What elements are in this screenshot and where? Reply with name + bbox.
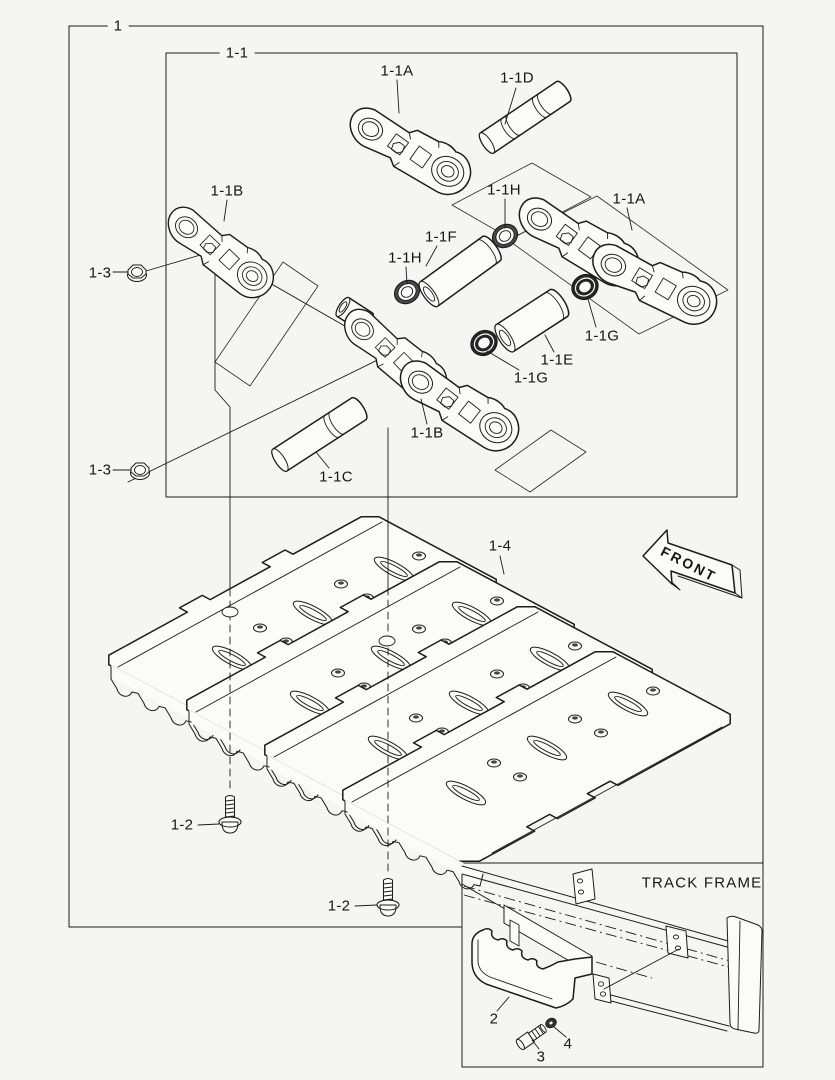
pin-1-1c (269, 395, 370, 473)
front-arrow-label: FRONT (658, 543, 720, 585)
callout-1-1h-left: 1-1H (388, 249, 422, 267)
callout-1-1c: 1-1C (319, 468, 353, 486)
callout-2: 2 (489, 1010, 499, 1028)
callout-3: 3 (536, 1048, 546, 1066)
bolt-3 (515, 1022, 548, 1050)
callout-1-1g-left: 1-1G (513, 369, 549, 387)
callout-1-1f: 1-1F (424, 228, 458, 246)
callout-1-1a-right: 1-1A (612, 190, 646, 208)
callout-1-1b-center: 1-1B (410, 424, 444, 442)
callout-1-1: 1-1 (220, 45, 255, 62)
callout-1-1a-top: 1-1A (380, 62, 414, 80)
inset-title: TRACK FRAME (641, 874, 763, 892)
callout-4: 4 (563, 1035, 573, 1053)
callout-1: 1 (108, 18, 129, 35)
track-shoe-stack (109, 517, 730, 889)
callout-1-1d: 1-1D (500, 69, 534, 87)
callout-1-3-lower: 1-3 (88, 461, 112, 479)
bushing-1-1e (491, 287, 572, 355)
nut-1-3-upper (128, 265, 147, 282)
callout-1-1h-right: 1-1H (487, 181, 521, 199)
link-1-1b-left (157, 198, 283, 306)
bolt-1-2-upper (219, 796, 241, 834)
callout-1-2-upper: 1-2 (170, 816, 194, 834)
washer-4 (544, 1016, 558, 1029)
pin-1-1d (477, 79, 574, 155)
link-1-1a-top (340, 99, 479, 203)
callout-1-1g-right: 1-1G (584, 327, 620, 345)
bolt-1-2-lower (377, 879, 399, 917)
callout-1-2-lower: 1-2 (327, 897, 351, 915)
callout-1-1e: 1-1E (540, 351, 574, 369)
nut-1-3-lower (131, 463, 150, 480)
callout-1-3-upper: 1-3 (88, 264, 112, 282)
callout-1-1b-left: 1-1B (210, 182, 244, 200)
callout-1-4: 1-4 (488, 537, 512, 555)
guard-2 (472, 905, 679, 1008)
